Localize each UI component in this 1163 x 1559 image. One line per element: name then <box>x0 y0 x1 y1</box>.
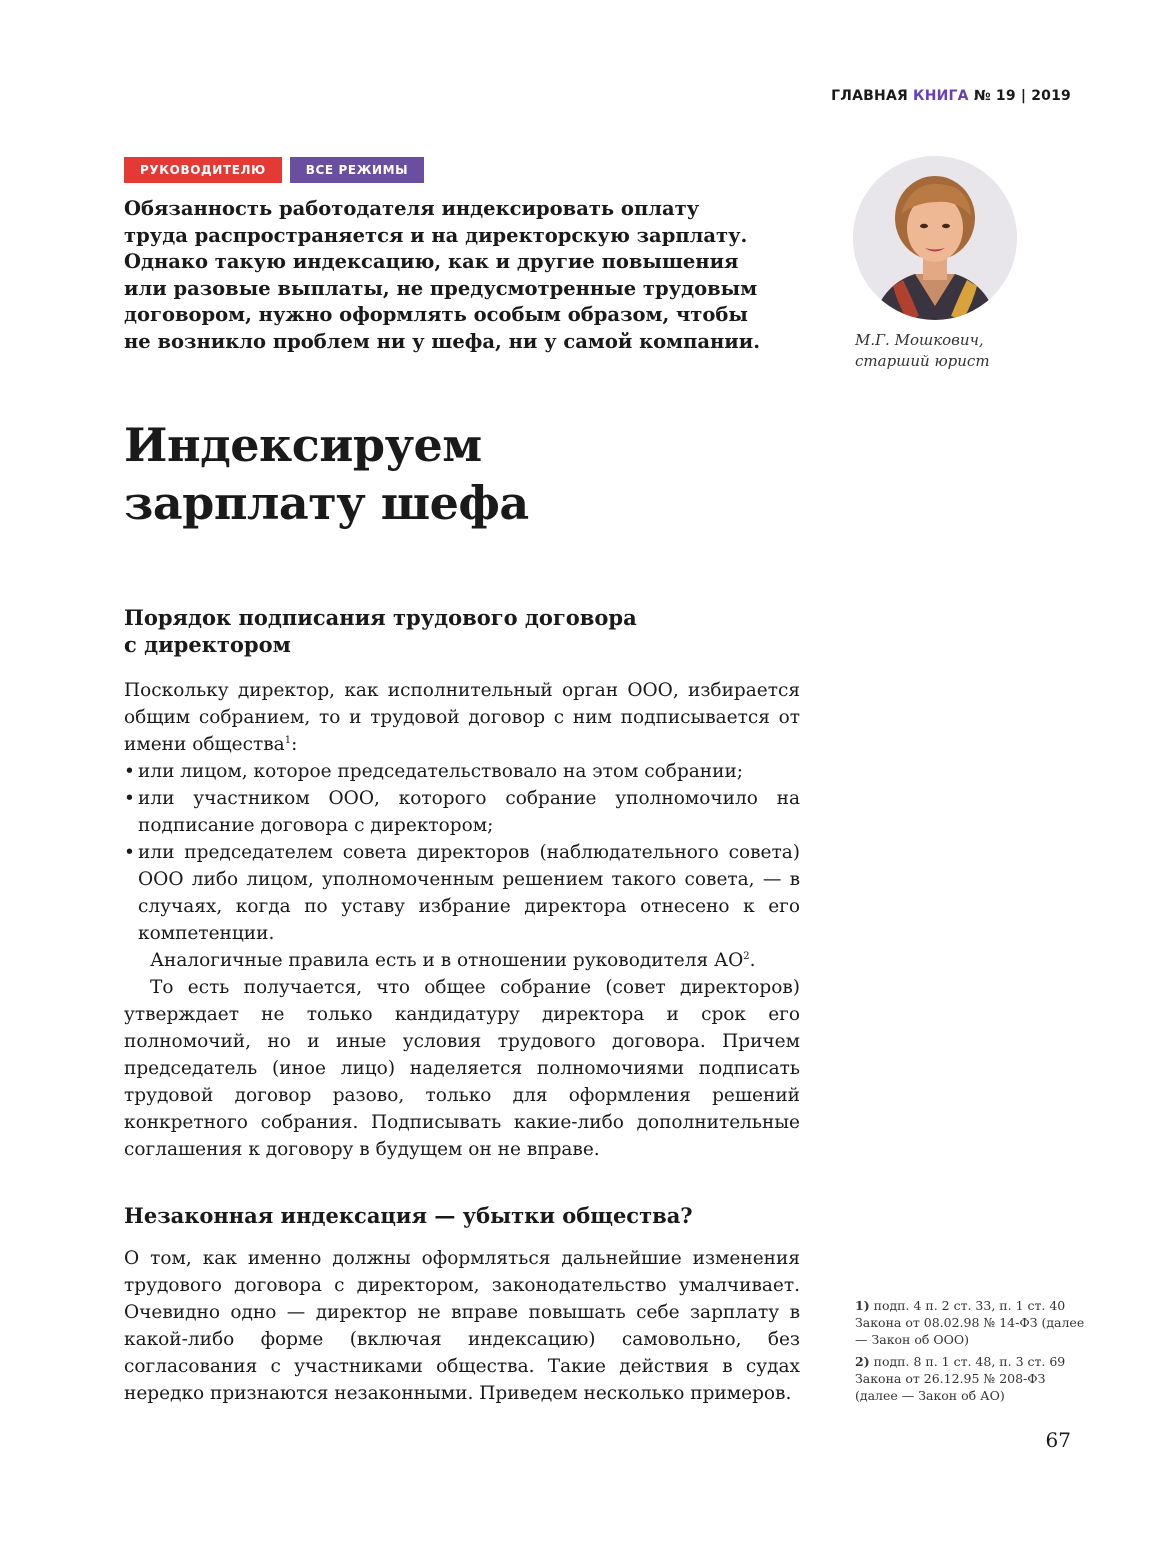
section1-heading-line-1: Порядок подписания трудового договора <box>124 605 637 630</box>
page-number: 67 <box>1045 1428 1071 1452</box>
para2-end: . <box>749 950 756 971</box>
list-item: • или лицом, которое председательствовало на этом собрании; <box>124 758 800 785</box>
author-portrait-illustration <box>853 156 1017 320</box>
footnote-2-text: подп. 8 п. 1 ст. 48, п. 3 ст. 69 Закона от 26.12.95 № 208-ФЗ (далее — Закон об АО) <box>855 1354 1066 1403</box>
issue-number: № 19 | 2019 <box>973 88 1071 104</box>
author-role: старший юрист <box>855 352 990 370</box>
section1-body <box>124 677 800 1163</box>
author-name: М.Г. Мошкович, <box>855 331 984 349</box>
author-photo <box>853 156 1017 320</box>
section2-heading: Незаконная индексация — убытки общества? <box>124 1203 693 1228</box>
footnotes <box>855 1297 1085 1409</box>
intro-text: Поскольку директор, как исполнительный орган ООО, избирается общим собранием, то и трудовой договор с ним подписывается от имени общества <box>124 680 800 755</box>
author-caption <box>855 330 990 372</box>
footnote-1 <box>855 1297 1085 1348</box>
category-tags <box>124 157 424 183</box>
signers-list <box>124 758 800 947</box>
section2-paragraph-1: О том, как именно должны оформляться дальнейшие изменения трудового договора с директором, законодательство умалчивает. Очевидно одно — директор не вправе повышать себе зарплату в какой-либо форме (включая индексацию) самовольно, без согласования с участниками общества. Такие действия в судах нередко признаются незаконными. Приведем несколько примеров. <box>124 1248 800 1404</box>
footnote-ref-2[interactable]: 2 <box>743 951 750 962</box>
section1-paragraph-2 <box>124 947 800 974</box>
tag-manager[interactable]: РУКОВОДИТЕЛЮ <box>124 157 282 183</box>
title-line-2: зарплату шефа <box>124 476 529 530</box>
tag-all-modes[interactable]: ВСЕ РЕЖИМЫ <box>290 157 424 183</box>
magazine-header <box>831 88 1071 104</box>
list-item: • или участником ООО, которого собрание уполномочило на подписание договора с директором; <box>124 785 800 839</box>
brand-name: ГЛАВНАЯ <box>831 88 908 104</box>
article-title <box>124 416 529 532</box>
section1-heading <box>124 604 637 658</box>
section1-heading-line-2: с директором <box>124 632 291 657</box>
lead-paragraph: Обязанность работодателя индексировать оплату труда распространяется и на директорскую зарплату. Однако такую индексацию, как и другие повышения или разовые выплаты, не предусмотренные трудовым договором, нужно оформлять особым образом, чтобы не возникло проблем ни у шефа, ни у самой компании. <box>124 197 761 353</box>
footnote-1-number: 1) <box>855 1298 870 1313</box>
list-item: • или председателем совета директоров (наблюдательного совета) ООО либо лицом, уполномоченным решением такого совета, — в случаях, когда по уставу избрание директора отнесено к его компетенции. <box>124 839 800 947</box>
footnote-ref-1[interactable]: 1 <box>284 735 292 746</box>
section1-paragraph-3: То есть получается, что общее собрание (совет директоров) утверждает не только кандидатуру директора и срок его полномочий, но и иные условия трудового договора. Причем председатель (иное лицо) наделяется полномочиями подписать трудовой договор разово, только для оформления решений конкретного собрания. Подписывать какие-либо дополнительные соглашения к договору в будущем он не вправе. <box>124 977 800 1160</box>
footnote-2 <box>855 1353 1085 1404</box>
brand-name-accent: КНИГА <box>913 88 969 104</box>
intro-colon: : <box>291 734 298 755</box>
section2-body <box>124 1245 800 1407</box>
title-line-1: Индексируем <box>124 418 482 472</box>
section1-intro <box>124 677 800 758</box>
footnote-2-number: 2) <box>855 1354 870 1369</box>
para2-text: Аналогичные правила есть и в отношении руководителя АО <box>150 950 744 971</box>
footnote-1-text: подп. 4 п. 2 ст. 33, п. 1 ст. 40 Закона от 08.02.98 № 14-ФЗ (далее — Закон об ООО) <box>855 1298 1085 1347</box>
